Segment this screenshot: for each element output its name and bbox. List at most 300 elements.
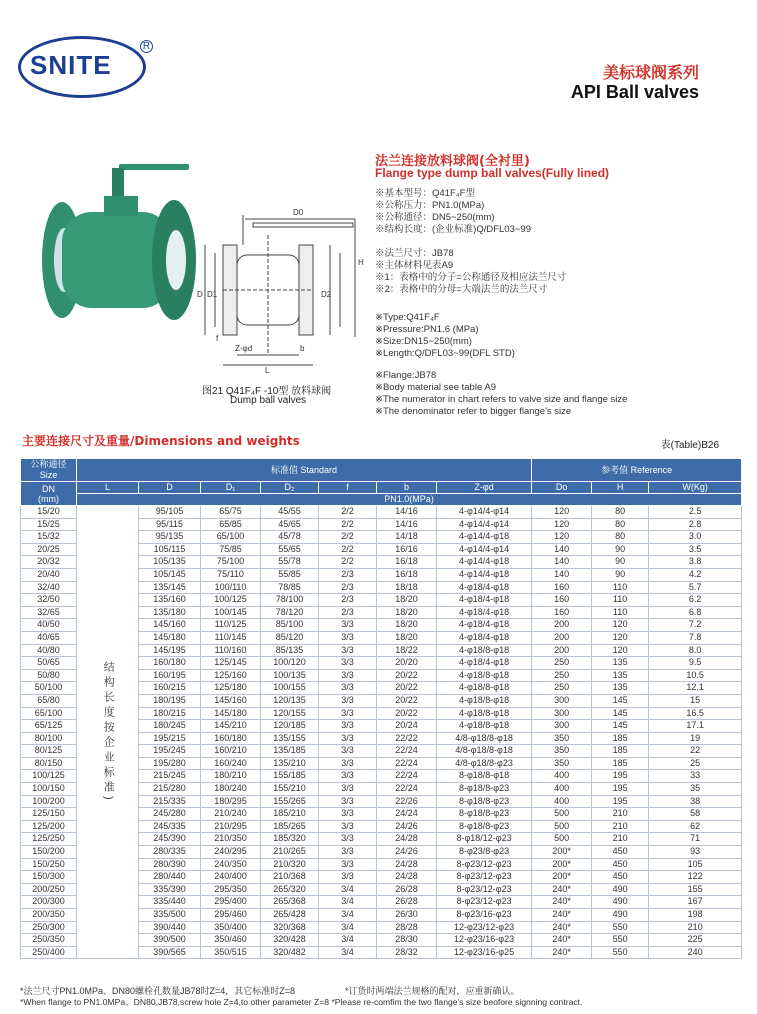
table-cell: 160/240 <box>201 757 261 770</box>
table-cell: 350 <box>532 732 592 745</box>
table-cell: 210 <box>592 833 649 846</box>
table-cell: 4-φ18/4-φ18 <box>437 619 532 632</box>
table-cell: 160/180 <box>201 732 261 745</box>
table-cell: 265/320 <box>261 883 319 896</box>
table-cell: 100/125 <box>21 770 77 783</box>
table-cell: 4.2 <box>649 568 742 581</box>
header-reference: 参考值 Reference <box>532 459 742 482</box>
table-cell: 75/100 <box>201 556 261 569</box>
table-cell: 22 <box>649 745 742 758</box>
table-cell: 50/80 <box>21 669 77 682</box>
series-title-cn: 美标球阀系列 <box>602 63 699 82</box>
table-cell: 4-φ18/4-φ18 <box>437 594 532 607</box>
table-cell: 6.2 <box>649 594 742 607</box>
table-cell: 300 <box>532 694 592 707</box>
table-cell: 3/4 <box>319 883 377 896</box>
table-cell: 4-φ18/8-φ18 <box>437 644 532 657</box>
table-cell: 3/4 <box>319 909 377 922</box>
header-size: 公称通径 Size <box>21 459 77 482</box>
table-cell: 20/40 <box>21 568 77 581</box>
spec-line: ※Body material see table A9 <box>375 382 496 393</box>
spec-line: ※Size:DN15~250(mm) <box>375 336 472 347</box>
table-cell: 3/3 <box>319 795 377 808</box>
table-cell: 10.5 <box>649 669 742 682</box>
table-cell: 55/85 <box>261 568 319 581</box>
table-cell: 350/515 <box>201 946 261 959</box>
table-cell: 3/3 <box>319 745 377 758</box>
spec-line: ※结构长度：(企业标准)Q/DFL03~99 <box>375 224 531 235</box>
table-cell: 4-φ14/4-φ18 <box>437 568 532 581</box>
table-cell: 78/100 <box>261 594 319 607</box>
table-cell: 8-φ18/12-φ23 <box>437 833 532 846</box>
table-cell: 18/20 <box>377 631 437 644</box>
table-cell: 335/440 <box>139 896 201 909</box>
table-cell: 145 <box>592 707 649 720</box>
table-cell: 185 <box>592 745 649 758</box>
table-cell: 550 <box>592 921 649 934</box>
table-cell: 215/245 <box>139 770 201 783</box>
header-standard: 标准值 Standard <box>77 459 532 482</box>
table-cell: 200* <box>532 846 592 859</box>
table-cell: 145/180 <box>139 631 201 644</box>
table-cell: 390/500 <box>139 934 201 947</box>
table-cell: 24/28 <box>377 858 437 871</box>
table-cell: 140 <box>532 543 592 556</box>
table-cell: 32/65 <box>21 606 77 619</box>
table-cell: 45/55 <box>261 506 319 519</box>
table-cell: 55/78 <box>261 556 319 569</box>
table-cell: 390/565 <box>139 946 201 959</box>
spec-block-en2 <box>375 370 627 418</box>
spec-line: ※Pressure:PN1.6 (MPa) <box>375 324 479 335</box>
table-cell: 3/3 <box>319 657 377 670</box>
table-cell: 250/350 <box>21 934 77 947</box>
table-cell: 195/280 <box>139 757 201 770</box>
table-cell: 8.0 <box>649 644 742 657</box>
table-cell: 250 <box>532 669 592 682</box>
table-cell: 180/195 <box>139 694 201 707</box>
table-cell: 500 <box>532 833 592 846</box>
spec-line: ※Flange:JB78 <box>375 370 437 381</box>
table-cell: 125/250 <box>21 833 77 846</box>
table-cell: 110 <box>592 594 649 607</box>
table-cell: 240 <box>649 946 742 959</box>
table-cell: 100/120 <box>261 657 319 670</box>
table-cell: 210/350 <box>201 833 261 846</box>
table-cell: 135/160 <box>139 594 201 607</box>
figure-caption-cn: 图21 Q41F₄F -10型 放料球阀 <box>202 386 332 397</box>
table-cell: 195 <box>592 783 649 796</box>
table-cell: 167 <box>649 896 742 909</box>
table-cell: 4-φ14/4-φ14 <box>437 543 532 556</box>
table-cell: 350 <box>532 757 592 770</box>
table-cell: 120 <box>532 506 592 519</box>
table-cell: 6.8 <box>649 606 742 619</box>
table-cell: 265/428 <box>261 909 319 922</box>
table-cell: 8-φ23/12-φ23 <box>437 858 532 871</box>
table-cell: 2.5 <box>649 506 742 519</box>
table-cell: 12-φ23/16-φ25 <box>437 946 532 959</box>
table-cell: 80 <box>592 518 649 531</box>
footnote-en: *When flange to PN1.0MPa、DN80,JB78,screw hole Z=4,to other parameter Z=8 *Please re-comfim the two flange's size beofore signning contract. <box>20 997 583 1007</box>
table-cell: 135/185 <box>261 745 319 758</box>
table-cell: 8-φ18/8-φ23 <box>437 795 532 808</box>
table-cell: 200 <box>532 631 592 644</box>
table-cell: 3/3 <box>319 732 377 745</box>
table-cell: 95/115 <box>139 518 201 531</box>
spec-line: ※Length:Q/DFL03~99(DFL STD) <box>375 348 515 359</box>
table-cell: 100/135 <box>261 669 319 682</box>
table-cell: 195 <box>592 795 649 808</box>
col-z: Z-φd <box>437 482 532 494</box>
table-cell: 490 <box>592 896 649 909</box>
table-cell: 3/3 <box>319 846 377 859</box>
table-cell: 105/115 <box>139 543 201 556</box>
table-cell: 2/3 <box>319 594 377 607</box>
table-cell: 125/145 <box>201 657 261 670</box>
table-cell: 90 <box>592 556 649 569</box>
table-cell: 490 <box>592 909 649 922</box>
spec-line: ※1：表格中的分子=公称通径及相应法兰尺寸 <box>375 272 567 283</box>
table-cell: 4-φ14/4-φ14 <box>437 506 532 519</box>
table-cell: 110 <box>592 581 649 594</box>
table-cell: 22/26 <box>377 795 437 808</box>
table-cell: 245/280 <box>139 808 201 821</box>
table-cell: 2/2 <box>319 506 377 519</box>
table-cell: 15 <box>649 694 742 707</box>
table-cell: 240/400 <box>201 871 261 884</box>
table-cell: 24/28 <box>377 833 437 846</box>
footnote-cn-1: *法兰尺寸PN1.0MPa、DN80螺栓孔数量JB78时Z=4，其它标准时Z=8 <box>20 986 296 996</box>
table-cell: 150/250 <box>21 858 77 871</box>
col-dn: DN (mm) <box>21 482 77 506</box>
table-cell: 80 <box>592 531 649 544</box>
table-cell: 100/155 <box>261 682 319 695</box>
table-cell: 12-φ23/12-φ23 <box>437 921 532 934</box>
table-cell: 335/390 <box>139 883 201 896</box>
table-cell: 15/32 <box>21 531 77 544</box>
table-cell: 3/3 <box>319 808 377 821</box>
table-cell: 65/80 <box>21 694 77 707</box>
table-cell: 210/320 <box>261 858 319 871</box>
spec-line: ※公称通径：DN5~250(mm) <box>375 212 495 223</box>
table-cell: 350/460 <box>201 934 261 947</box>
table-cell: 125/160 <box>201 669 261 682</box>
table-cell: 22/22 <box>377 732 437 745</box>
table-cell: 240* <box>532 946 592 959</box>
table-cell: 50/65 <box>21 657 77 670</box>
spec-line: ※The denominator refer to bigger flange's size <box>375 406 572 417</box>
table-cell: 195/215 <box>139 732 201 745</box>
table-cell: 58 <box>649 808 742 821</box>
table-cell: 155 <box>649 883 742 896</box>
label-d0: D0 <box>293 208 304 217</box>
table-cell: 295/400 <box>201 896 261 909</box>
table-cell: 9.5 <box>649 657 742 670</box>
table-cell: 110 <box>592 606 649 619</box>
table-cell: 450 <box>592 858 649 871</box>
table-cell: 40/65 <box>21 631 77 644</box>
col-d1: D₁ <box>201 482 261 494</box>
table-cell: 145/160 <box>139 619 201 632</box>
label-d2: D2 <box>321 290 332 299</box>
table-cell: 78/120 <box>261 606 319 619</box>
table-cell: 3/3 <box>319 682 377 695</box>
table-cell: 185/320 <box>261 833 319 846</box>
table-cell: 135 <box>592 682 649 695</box>
table-cell: 210 <box>649 921 742 934</box>
table-cell: 250/300 <box>21 921 77 934</box>
table-cell: 20/22 <box>377 694 437 707</box>
table-cell: 18/20 <box>377 619 437 632</box>
table-cell: 3/3 <box>319 833 377 846</box>
table-cell: 200/350 <box>21 909 77 922</box>
table-cell: 135/155 <box>261 732 319 745</box>
table-cell: 90 <box>592 568 649 581</box>
table-reference: 表(Table)B26 <box>660 440 719 451</box>
table-cell: 20/22 <box>377 707 437 720</box>
table-cell: 140 <box>532 568 592 581</box>
table-cell: 25 <box>649 757 742 770</box>
table-cell: 100/110 <box>201 581 261 594</box>
table-cell: 16.5 <box>649 707 742 720</box>
table-cell: 155/185 <box>261 770 319 783</box>
table-cell: 45/65 <box>261 518 319 531</box>
table-cell: 85/120 <box>261 631 319 644</box>
table-cell: 320/368 <box>261 921 319 934</box>
table-cell: 135/210 <box>261 757 319 770</box>
table-cell: 4-φ18/4-φ18 <box>437 606 532 619</box>
table-cell: 250/400 <box>21 946 77 959</box>
table-cell: 3/4 <box>319 946 377 959</box>
table-cell: 180/215 <box>139 707 201 720</box>
table-cell: 17.1 <box>649 720 742 733</box>
table-cell: 200/250 <box>21 883 77 896</box>
table-cell: 28/30 <box>377 934 437 947</box>
table-cell: 160/210 <box>201 745 261 758</box>
table-cell: 4-φ14/4-φ14 <box>437 518 532 531</box>
spec-block-cn2 <box>375 248 566 296</box>
table-cell: 210 <box>592 808 649 821</box>
label-h: H <box>358 258 364 267</box>
table-cell: 90 <box>592 543 649 556</box>
table-cell: 8-φ23/12-φ23 <box>437 883 532 896</box>
table-cell: 8-φ18/8-φ23 <box>437 820 532 833</box>
table-cell: 24/26 <box>377 846 437 859</box>
brand-logo: SNITE <box>30 50 112 80</box>
table-cell: 80/125 <box>21 745 77 758</box>
table-cell: 8-φ23/12-φ23 <box>437 896 532 909</box>
table-cell: 150/200 <box>21 846 77 859</box>
spec-line: ※2：表格中的分母=大端法兰的法兰尺寸 <box>375 284 548 295</box>
table-cell: 40/50 <box>21 619 77 632</box>
table-cell: 3.8 <box>649 556 742 569</box>
table-cell: 122 <box>649 871 742 884</box>
table-cell: 120/185 <box>261 720 319 733</box>
table-cell: 8-φ23/12-φ23 <box>437 871 532 884</box>
table-cell: 4-φ18/8-φ18 <box>437 694 532 707</box>
table-cell: 8-φ23/8-φ23 <box>437 846 532 859</box>
series-title-en: API Ball valves <box>570 82 699 102</box>
table-cell: 28/32 <box>377 946 437 959</box>
table-cell: 210/368 <box>261 871 319 884</box>
table-cell: 8-φ18/8-φ23 <box>437 808 532 821</box>
table-cell: 32/50 <box>21 594 77 607</box>
table-cell: 3/4 <box>319 896 377 909</box>
table-cell: 80 <box>592 506 649 519</box>
length-note-cell: 结构长度按企业标准) <box>77 506 139 959</box>
label-z: Z-φd <box>235 344 253 353</box>
table-cell: 20/24 <box>377 720 437 733</box>
table-cell: 15/25 <box>21 518 77 531</box>
table-cell: 18/22 <box>377 644 437 657</box>
table-cell: 265/368 <box>261 896 319 909</box>
table-cell: 335/500 <box>139 909 201 922</box>
table-cell: 18/20 <box>377 594 437 607</box>
table-cell: 135/180 <box>139 606 201 619</box>
table-cell: 490 <box>592 883 649 896</box>
table-cell: 3/3 <box>319 707 377 720</box>
table-cell: 195 <box>592 770 649 783</box>
table-cell: 245/335 <box>139 820 201 833</box>
table-cell: 200 <box>532 644 592 657</box>
table-cell: 78/85 <box>261 581 319 594</box>
table-cell: 12-φ23/16-φ23 <box>437 934 532 947</box>
table-cell: 7.2 <box>649 619 742 632</box>
table-cell: 120/135 <box>261 694 319 707</box>
table-cell: 4-φ18/4-φ18 <box>437 657 532 670</box>
table-cell: 3/3 <box>319 858 377 871</box>
table-cell: 4-φ18/4-φ18 <box>437 581 532 594</box>
table-cell: 4-φ18/8-φ18 <box>437 669 532 682</box>
table-cell: 210/240 <box>201 808 261 821</box>
table-cell: 215/280 <box>139 783 201 796</box>
table-cell: 160/195 <box>139 669 201 682</box>
table-cell: 4-φ18/8-φ18 <box>437 682 532 695</box>
col-w: W(Kg) <box>649 482 742 494</box>
table-cell: 105 <box>649 858 742 871</box>
table-cell: 3/3 <box>319 631 377 644</box>
table-cell: 3/3 <box>319 757 377 770</box>
table-cell: 3/4 <box>319 921 377 934</box>
table-cell: 400 <box>532 770 592 783</box>
table-cell: 120 <box>592 644 649 657</box>
table-cell: 3/3 <box>319 619 377 632</box>
table-cell: 160/215 <box>139 682 201 695</box>
table-cell: 145 <box>592 720 649 733</box>
table-cell: 145 <box>592 694 649 707</box>
label-f: f <box>216 334 219 343</box>
table-cell: 180/210 <box>201 770 261 783</box>
table-cell: 32/40 <box>21 581 77 594</box>
table-cell: 160/180 <box>139 657 201 670</box>
table-cell: 3/3 <box>319 644 377 657</box>
table-cell: 24/28 <box>377 871 437 884</box>
table-cell: 3/3 <box>319 871 377 884</box>
table-cell: 75/85 <box>201 543 261 556</box>
spec-line: ※主体材料见表A9 <box>375 260 454 271</box>
table-cell: 4-φ14/4-φ18 <box>437 531 532 544</box>
table-cell: 26/28 <box>377 896 437 909</box>
table-cell: 150/300 <box>21 871 77 884</box>
table-cell: 300 <box>532 707 592 720</box>
table-cell: 185/265 <box>261 820 319 833</box>
table-cell: 198 <box>649 909 742 922</box>
table-cell: 2/2 <box>319 531 377 544</box>
table-cell: 110/160 <box>201 644 261 657</box>
table-cell: 20/22 <box>377 669 437 682</box>
table-cell: 185 <box>592 757 649 770</box>
table-cell: 16/16 <box>377 543 437 556</box>
table-cell: 20/25 <box>21 543 77 556</box>
spec-line: ※Type:Q41F₄F <box>375 312 440 323</box>
table-cell: 295/350 <box>201 883 261 896</box>
table-cell: 80/100 <box>21 732 77 745</box>
table-cell: 2/3 <box>319 581 377 594</box>
table-cell: 22/24 <box>377 783 437 796</box>
table-cell: 145/195 <box>139 644 201 657</box>
label-d: D <box>197 290 203 299</box>
table-cell: 160 <box>532 606 592 619</box>
table-cell: 2/2 <box>319 556 377 569</box>
table-cell: 3/4 <box>319 934 377 947</box>
table-cell: 280/440 <box>139 871 201 884</box>
table-cell: 18/18 <box>377 581 437 594</box>
label-d1: D1 <box>207 290 218 299</box>
table-cell: 8-φ23/16-φ23 <box>437 909 532 922</box>
table-cell: 550 <box>592 934 649 947</box>
table-cell: 185/210 <box>261 808 319 821</box>
table-cell: 200* <box>532 871 592 884</box>
table-cell: 160 <box>532 594 592 607</box>
table-cell: 250 <box>532 657 592 670</box>
spec-block-cn <box>375 188 531 236</box>
product-title-cn: 法兰连接放料球阀(全衬里) <box>375 154 530 169</box>
table-cell: 240/295 <box>201 846 261 859</box>
col-do: Do <box>532 482 592 494</box>
table-cell: 3/3 <box>319 669 377 682</box>
table-cell: 145/180 <box>201 707 261 720</box>
table-row <box>21 506 742 519</box>
table-cell: 250 <box>532 682 592 695</box>
table-cell: 2.8 <box>649 518 742 531</box>
table-cell: 125/150 <box>21 808 77 821</box>
table-cell: 140 <box>532 556 592 569</box>
table-cell: 200* <box>532 858 592 871</box>
table-cell: 105/145 <box>139 568 201 581</box>
table-cell: 38 <box>649 795 742 808</box>
table-cell: 40/80 <box>21 644 77 657</box>
table-cell: 5.7 <box>649 581 742 594</box>
table-cell: 4/8-φ18/8-φ23 <box>437 757 532 770</box>
table-cell: 350/400 <box>201 921 261 934</box>
table-cell: 145/160 <box>201 694 261 707</box>
table-cell: 100/125 <box>201 594 261 607</box>
table-cell: 15/20 <box>21 506 77 519</box>
table-cell: 65/85 <box>201 518 261 531</box>
table-cell: 2/3 <box>319 568 377 581</box>
table-cell: 105/135 <box>139 556 201 569</box>
table-cell: 71 <box>649 833 742 846</box>
table-cell: 215/335 <box>139 795 201 808</box>
valve-drawing <box>175 205 375 375</box>
table-cell: 93 <box>649 846 742 859</box>
spec-block-en <box>375 312 515 360</box>
table-cell: 14/18 <box>377 531 437 544</box>
table-cell: 400 <box>532 783 592 796</box>
table-cell: 7.8 <box>649 631 742 644</box>
table-cell: 65/125 <box>21 720 77 733</box>
